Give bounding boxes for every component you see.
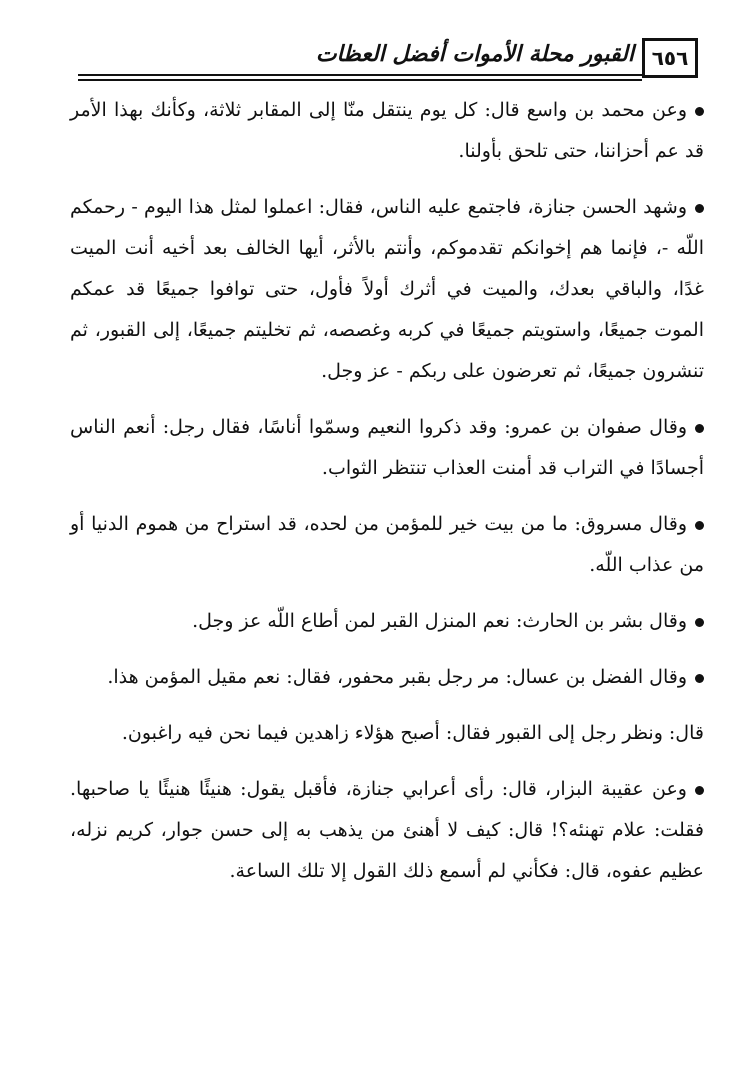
- header-rule-bottom: [78, 79, 642, 81]
- paragraph-text: وقال الفضل بن عسال: مر رجل بقبر محفور، فقال: نعم مقيل المؤمن هذا.: [107, 666, 687, 688]
- bullet-icon: [695, 786, 704, 795]
- paragraph-7: [70, 713, 704, 754]
- paragraph-4: [70, 504, 704, 586]
- paragraph-5: [70, 601, 704, 642]
- paragraph-8: [70, 769, 704, 892]
- header-rule-top: [78, 74, 642, 76]
- paragraph-text: قال: ونظر رجل إلى القبور فقال: أصبح هؤلاء زاهدين فيما نحن فيه راغبون.: [121, 722, 704, 744]
- paragraph-text: وقال مسروق: ما من بيت خير للمؤمن من لحده، قد استراح من هموم الدنيا أو من عذاب اللّه.: [70, 513, 704, 576]
- bullet-icon: [695, 204, 704, 213]
- page-header: [78, 38, 698, 84]
- paragraph-text: وقال بشر بن الحارث: نعم المنزل القبر لمن أطاع اللّه عز وجل.: [192, 610, 687, 632]
- bullet-icon: [695, 521, 704, 530]
- paragraph-text: وقال صفوان بن عمرو: وقد ذكروا النعيم وسمّوا أناسًا، فقال رجل: أنعم الناس أجسادًا في التراب قد أمنت العذاب تنتظر الثواب.: [70, 416, 704, 479]
- paragraph-6: [70, 657, 704, 698]
- bullet-icon: [695, 618, 704, 627]
- paragraph-text: وعن محمد بن واسع قال: كل يوم ينتقل منّا إلى المقابر ثلاثة، وكأنك بهذا الأمر قد عم أحزاننا، حتى تلحق بأولنا.: [70, 99, 704, 162]
- page-number: ٦٥٦: [642, 38, 698, 78]
- bullet-icon: [695, 674, 704, 683]
- bullet-icon: [695, 424, 704, 433]
- running-title: القبور محلة الأموات أفضل العظات: [315, 42, 634, 67]
- paragraph-text: وشهد الحسن جنازة، فاجتمع عليه الناس، فقال: اعملوا لمثل هذا اليوم - رحمكم اللّه -، فإنما هم إخوانكم تقدموكم، وأنتم بالأثر، أيها الخالف بعد أخيه أنت الميت غدًا، والباقي بعدك، والميت في أثرك أولاً فأول، حتى توافوا جميعًا قد عمكم الموت جميعًا، واستويتم جميعًا في كربه وغصصه، ثم تخليتم جميعًا، إلى القبور، ثم تنشرون جميعًا، ثم تعرضون على ربكم - عز وجل.: [70, 196, 704, 382]
- paragraph-text: وعن عقيبة البزار، قال: رأى أعرابي جنازة، فأقبل يقول: هنيئًا هنيئًا يا صاحبها. فقلت: علام تهنئه؟! قال: كيف لا أهنئ من يذهب به إلى حسن جوار، كريم نزله، عظيم عفوه، قال: فكأني لم أسمع ذلك القول إلا تلك الساعة.: [70, 778, 704, 882]
- page-body: [70, 90, 704, 907]
- paragraph-2: [70, 187, 704, 392]
- paragraph-1: [70, 90, 704, 172]
- bullet-icon: [695, 107, 704, 116]
- paragraph-3: [70, 407, 704, 489]
